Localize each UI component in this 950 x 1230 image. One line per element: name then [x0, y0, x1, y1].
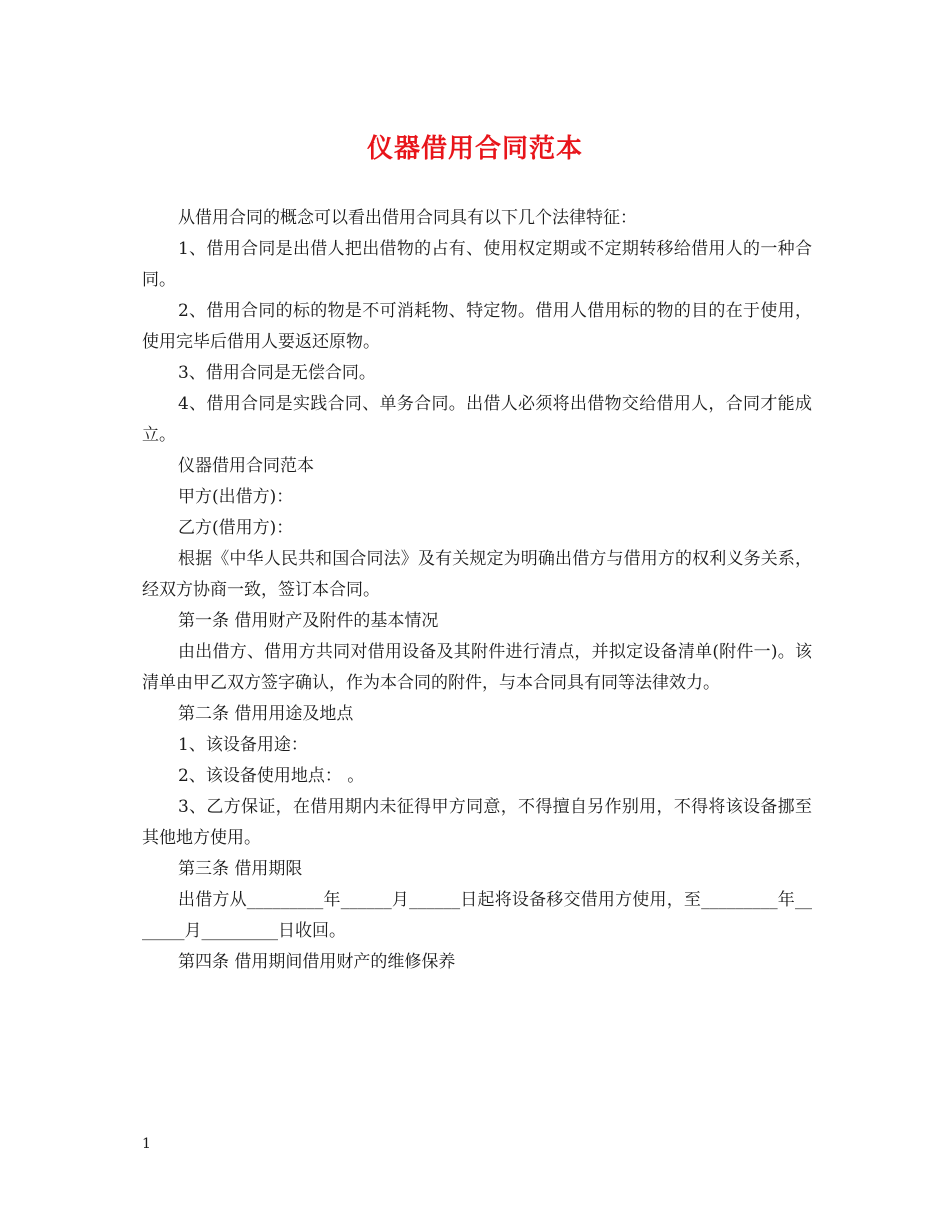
- paragraph: 3、乙方保证，在借用期内未征得甲方同意，不得擅自另作别用，不得将该设备挪至其他地方使用。: [142, 797, 812, 848]
- article-heading: 第三条 借用期限: [178, 859, 303, 879]
- paragraph: 1、借用合同是出借人把出借物的占有、使用权定期或不定期转移给借用人的一种合同。: [142, 239, 812, 290]
- paragraph: 从借用合同的概念可以看出借用合同具有以下几个法律特征：: [178, 208, 637, 228]
- paragraph: 出借方从_________年______月______日起将设备移交借用方使用，至_________年_______月_________日收回。: [142, 890, 812, 941]
- section-title: 仪器借用合同范本: [178, 456, 314, 476]
- paragraph: 4、借用合同是实践合同、单务合同。出借人必须将出借物交给借用人，合同才能成立。: [142, 394, 812, 445]
- document-body: [142, 203, 812, 978]
- paragraph: 根据《中华人民共和国合同法》及有关规定为明确出借方与借用方的权利义务关系，经双方协商一致，签订本合同。: [142, 549, 812, 600]
- party-b-line: 乙方(借用方)：: [178, 518, 294, 538]
- paragraph: 2、借用合同的标的物是不可消耗物、特定物。借用人借用标的物的目的在于使用，使用完毕后借用人要返还原物。: [142, 301, 812, 352]
- document-title: 仪器借用合同范本: [366, 134, 583, 164]
- paragraph: 1、该设备用途：: [178, 735, 308, 755]
- page-number: 1: [142, 1136, 151, 1152]
- party-a-line: 甲方(出借方)：: [178, 487, 294, 507]
- article-heading: 第四条 借用期间借用财产的维修保养: [178, 952, 456, 972]
- paragraph: 2、该设备使用地点： 。: [178, 766, 365, 786]
- article-heading: 第二条 借用用途及地点: [178, 704, 354, 724]
- article-heading: 第一条 借用财产及附件的基本情况: [178, 611, 439, 631]
- paragraph: 3、借用合同是无偿合同。: [178, 363, 376, 383]
- paragraph: 由出借方、借用方共同对借用设备及其附件进行清点，并拟定设备清单(附件一)。该清单由甲乙双方签字确认，作为本合同的附件，与本合同具有同等法律效力。: [142, 642, 812, 693]
